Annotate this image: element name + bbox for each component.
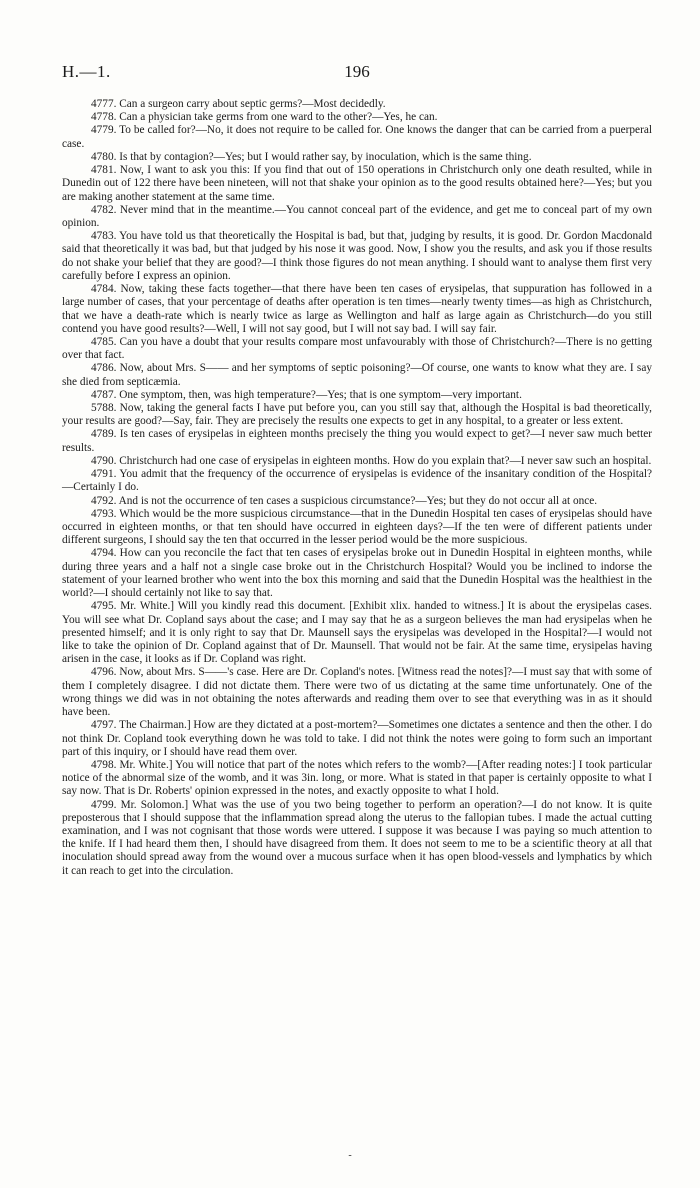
- page-end-mark: -: [348, 1150, 352, 1161]
- paragraph: 4790. Christchurch had one case of erysipelas in eighteen months. How do you explain that?—I never saw such an hospital.: [91, 454, 652, 467]
- paragraph: 4781. Now, I want to ask you this: If you find that out of 150 operations in Christchurch only one death resulted, while in Dunedin out of 122 there have been nineteen, will not that shake your opinion as to the good results obtained here?—Yes; but you are making another statement at the same time.: [62, 164, 652, 203]
- paragraph: 4792. And is not the occurrence of ten cases a suspicious circumstance?—Yes; but they do not occur all at once.: [91, 494, 598, 507]
- paragraph: 4782. Never mind that in the meantime.—You cannot conceal part of the evidence, and get me to conceal part of my own opinion.: [62, 203, 652, 229]
- paragraph: 4798. Mr. White.] You will notice that part of the notes which refers to the womb?—[After reading notes:] I took particular notice of the abnormal size of the womb, and it was 3in. long, or more. What is stated in that paper is certainly opposite to what I say now. That is Dr. Roberts' opinion expressed in the notes, and exactly opposite to what I hold.: [62, 758, 652, 798]
- paragraph: 4784. Now, taking these facts together—that there have been ten cases of erysipelas, that suppuration has followed in a large number of cases, that your percentage of deaths after operation is ten times—nearly twenty times—as high as Christchurch, that we have a death-rate which is nearly twice as large as Wellington and half as large again as Christchurch—do you still contend you have good results?—Well, I will not say good, but I will not say bad. I will say fair.: [62, 283, 652, 335]
- testimony-text: [62, 98, 652, 878]
- paragraph: 4791. You admit that the frequency of the occurrence of erysipelas is evidence of the insanitary condition of the Hospital?—Certainly I do.: [62, 468, 652, 494]
- paragraph: 4794. How can you reconcile the fact that ten cases of erysipelas broke out in Dunedin Hospital in eighteen months, while during three years and a half not a single case broke out in the Christchurch Hospital? Would you be inclined to indorse the statement of your learned brother who went into the box this morning and said that the Dunedin Hospital was the healthiest in the world?—I should certainly not like to say that.: [62, 547, 652, 600]
- paragraph: 4796. Now, about Mrs. S——'s case. Here are Dr. Copland's notes. [Witness read the notes]?—I must say that with some of them I completely disagree. I did not dictate them. There were two of us dictating at the same time unfortunately. One of the wrong things we did was in not obtaining the notes afterwards and reading them over to see that everything was in as it should have been.: [62, 666, 652, 719]
- paragraph: 4793. Which would be the more suspicious circumstance—that in the Dunedin Hospital ten cases of erysipelas should have occurred in eighteen months, or that ten should have occurred in eighteen days?—If the ten were of different patients under different surgeons, I should say the ten that occurred in the lesser period would be the more suspicious.: [62, 507, 652, 547]
- paragraph: 4787. One symptom, then, was high temperature?—Yes; that is one symptom—very important.: [91, 388, 522, 401]
- paragraph: 4778. Can a physician take germs from one ward to the other?—Yes, he can.: [91, 111, 438, 124]
- page-header: [62, 62, 652, 84]
- paragraph: 4795. Mr. White.] Will you kindly read this document. [Exhibit xlix. handed to witness.] It is about the erysipelas cases. You will see what Dr. Copland says about the case; and I may say that he as a surgeon believes the man had erysipelas when he presented himself; and it is only right to say that Dr. Maunsell says the erysipelas was developed in the Hospital?—I would not like to take the opinion of Dr. Copland against that of Dr. Maunsell. That would not be fair. At the same time, erysipelas having arisen in the case, it looks as if Dr. Copland was right.: [62, 600, 652, 666]
- report-reference: H.—1.: [62, 62, 111, 81]
- paragraph: 4777. Can a surgeon carry about septic germs?—Most decidedly.: [91, 98, 386, 110]
- paragraph: 4789. Is ten cases of erysipelas in eighteen months precisely the thing you would expect to get?—I never saw much better results.: [62, 428, 652, 454]
- page-number: 196: [344, 62, 370, 81]
- paragraph: 4799. Mr. Solomon.] What was the use of you two being together to perform an operation?—I do not know. It is quite preposterous that I should suppose that the inflammation spread along the uterus to the fallopian tubes. I made the actual cutting examination, and I was not cognisant that those words were uttered. I suppose it was because I was paying so much attention to the knife. If I had heard them then, I should have disagreed from them. It does not seem to me to be a scientific theory at all that inoculation should spread away from the wound over a mucous surface when it has open blood-vessels and lymphatics by which it can reach to get into the circulation.: [62, 798, 652, 877]
- paragraph: 4786. Now, about Mrs. S—— and her symptoms of septic poisoning?—Of course, one wants to know what they are. I say she died from septicæmia.: [62, 362, 652, 388]
- paragraph: 4779. To be called for?—No, it does not require to be called for. One knows the danger that can be carried from a puerperal case.: [62, 124, 652, 150]
- paragraph: 4797. The Chairman.] How are they dictated at a post-mortem?—Sometimes one dictates a sentence and then the other. I do not think Dr. Copland took everything down he was told to take. I did not think the notes were going to form such an important part of this inquiry, or I should have read them over.: [62, 719, 652, 758]
- paragraph: 4783. You have told us that theoretically the Hospital is bad, but that, judging by results, it is good. Dr. Gordon Macdonald said that theoretically it was bad, but that judged by his nose it was good. Now, I show you the results, and ask you if those results do not shake your belief that they are good?—I think those figures do not mean anything. I should want to analyse them first very carefully before I express an opinion.: [62, 230, 652, 282]
- paragraph: 4785. Can you have a doubt that your results compare most unfavourably with those of Christchurch?—There is no getting over that fact.: [62, 335, 652, 362]
- paragraph: 4780. Is that by contagion?—Yes; but I would rather say, by inoculation, which is the same thing.: [91, 150, 532, 163]
- paragraph: 5788. Now, taking the general facts I have put before you, can you still say that, although the Hospital is bad theoretically, your results are good?—Say, fair. They are precisely the results one expects to get in any hospital, to a greater or less extent.: [62, 402, 652, 428]
